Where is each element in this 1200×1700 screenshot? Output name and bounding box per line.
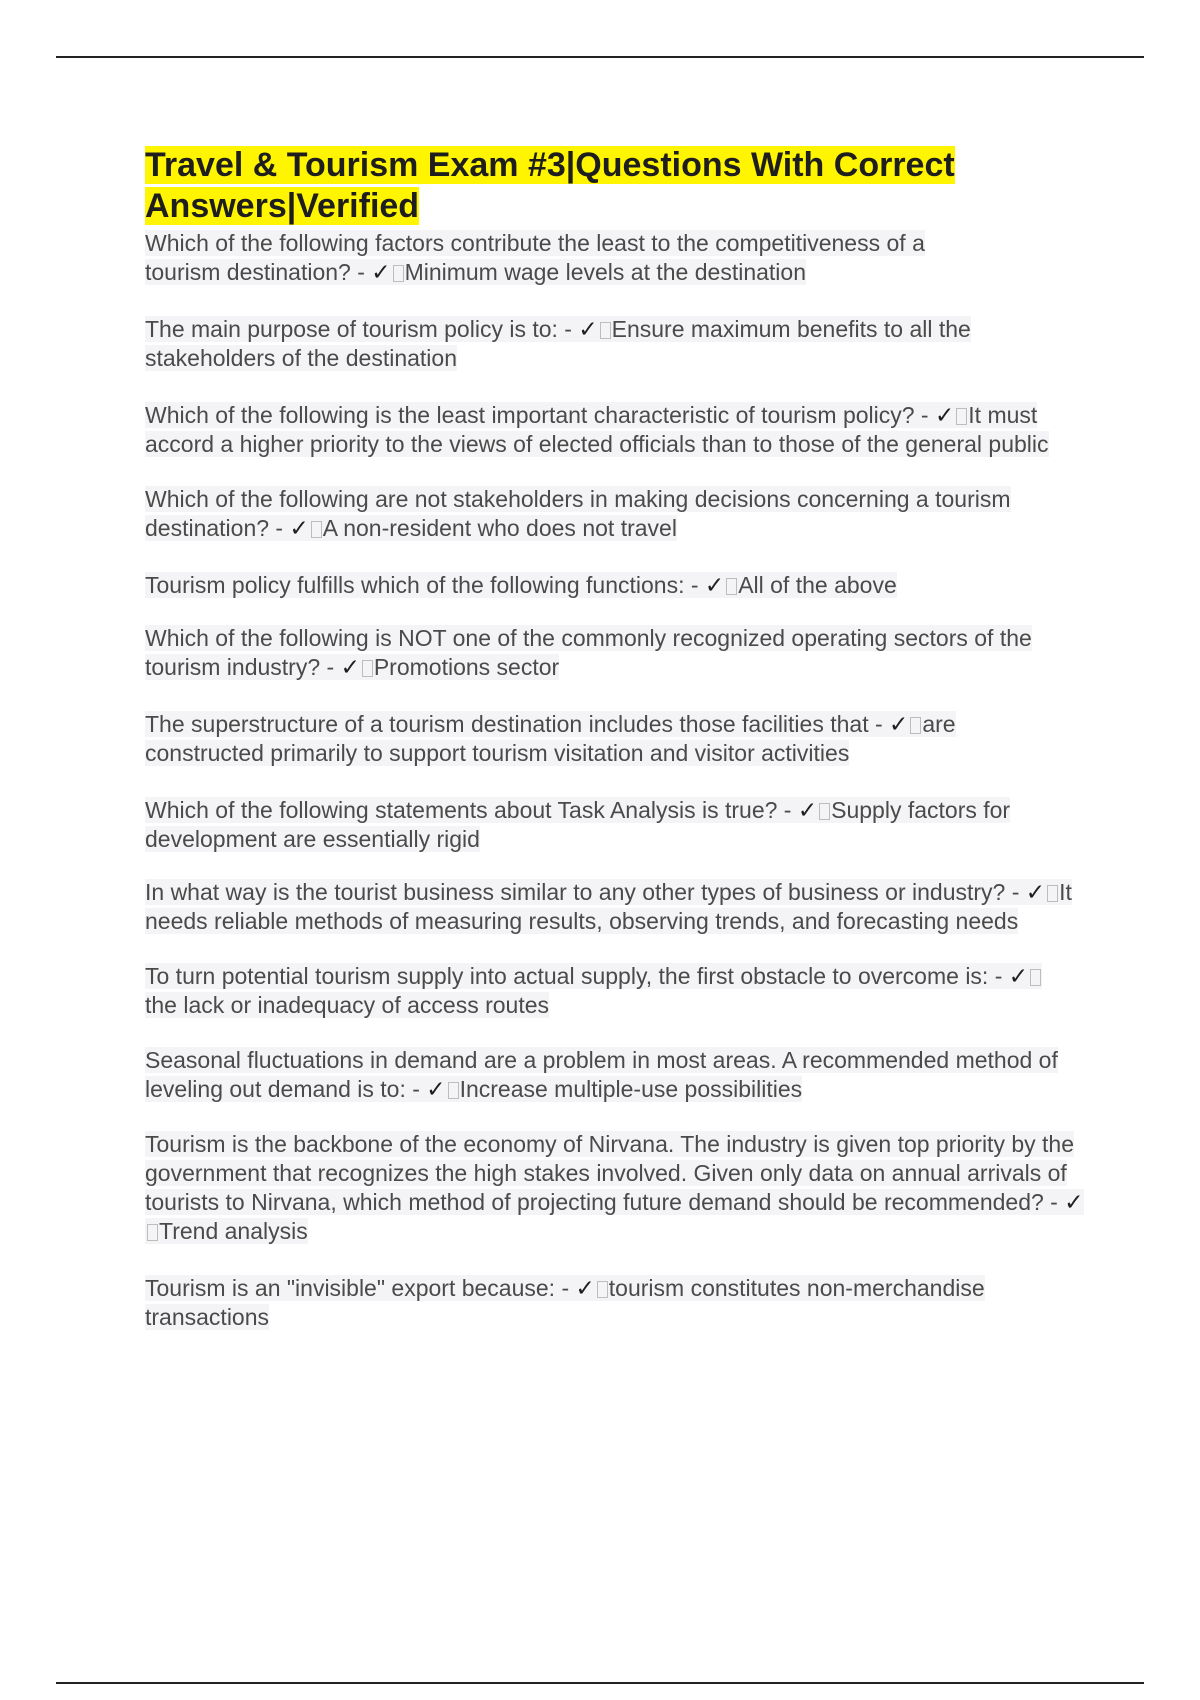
check-icon: ✓ [797, 797, 818, 823]
missing-glyph-icon [147, 1224, 158, 1241]
check-icon: ✓ [575, 1275, 595, 1301]
answer-text: It needs reliable methods of measuring results, observing trends, and forecasting needs [145, 879, 1072, 934]
top-rule [56, 56, 1144, 58]
question-text: Seasonal fluctuations in demand are a problem in most areas. A recommended method of leveling out demand is to: - [145, 1047, 1058, 1102]
question-text: The superstructure of a tourism destination includes those facilities that - [145, 711, 890, 737]
question-text: The main purpose of tourism policy is to: - [145, 316, 579, 342]
title-highlight: Travel & Tourism Exam #3|Questions With Correct Answers|Verified [145, 146, 955, 225]
qa-item [145, 485, 1065, 543]
question-text: In what way is the tourist business similar to any other types of business or industry? - [145, 879, 1026, 905]
check-icon: ✓ [935, 402, 955, 428]
qa-text [145, 486, 1011, 541]
qa-text [145, 797, 1010, 852]
qa-item [145, 878, 1080, 936]
document-body [145, 145, 1095, 1332]
check-icon: ✓ [1064, 1189, 1084, 1215]
qa-item [145, 315, 1005, 373]
qa-item [145, 624, 1085, 682]
qa-item [145, 571, 1095, 600]
qa-text [145, 963, 1042, 1018]
qa-text [145, 316, 971, 371]
qa-text [145, 230, 925, 285]
question-text: Which of the following statements about Task Analysis is true? - [145, 797, 798, 823]
check-icon: ✓ [371, 259, 391, 285]
answer-text: Increase multiple-use possibilities [459, 1076, 803, 1102]
missing-glyph-icon [362, 660, 373, 677]
qa-item [145, 710, 1045, 768]
qa-list [145, 229, 1095, 1332]
answer-text: Trend analysis [159, 1218, 308, 1244]
check-icon: ✓ [889, 711, 909, 737]
question-text: Which of the following factors contribute the least to the competitiveness of a tourism destination? - [145, 230, 925, 285]
missing-glyph-icon [1030, 969, 1041, 986]
answer-text: the lack or inadequacy of access routes [145, 992, 550, 1018]
question-text: To turn potential tourism supply into actual supply, the first obstacle to overcome is: - [145, 963, 1009, 989]
missing-glyph-icon [956, 408, 967, 425]
answer-text: Minimum wage levels at the destination [404, 259, 806, 285]
check-icon: ✓ [578, 316, 598, 342]
qa-text [145, 879, 1072, 934]
qa-item [145, 962, 1065, 1020]
question-text: Tourism is an "invisible" export because: - [145, 1275, 576, 1301]
check-icon: ✓ [289, 515, 309, 541]
missing-glyph-icon [910, 717, 921, 734]
answer-text: tourism constitutes non-merchandise transactions [145, 1275, 985, 1330]
qa-text [145, 625, 1032, 680]
qa-item [145, 1046, 1095, 1104]
question-text: Tourism is the backbone of the economy of Nirvana. The industry is given top priority by the government that recognizes the high stakes involved. Given only data on annual arrivals of tourists to Nirvana, which method of projecting future demand should be recommended? - [145, 1131, 1074, 1215]
document-title [145, 145, 1095, 227]
missing-glyph-icon [1047, 885, 1058, 902]
check-icon: ✓ [340, 654, 360, 680]
qa-text [145, 711, 956, 766]
missing-glyph-icon [600, 322, 611, 339]
qa-item [145, 1130, 1095, 1246]
missing-glyph-icon [448, 1082, 459, 1099]
question-text: Which of the following are not stakeholders in making decisions concerning a tourism destination? - [145, 486, 1011, 541]
qa-item [145, 1274, 1065, 1332]
answer-text: All of the above [738, 572, 897, 598]
question-text: Tourism policy fulfills which of the following functions: - [145, 572, 705, 598]
missing-glyph-icon [726, 578, 737, 595]
answer-text: Ensure maximum benefits to all the stakeholders of the destination [145, 316, 971, 371]
check-icon: ✓ [704, 572, 725, 598]
qa-text [145, 1275, 985, 1330]
question-text: Which of the following is NOT one of the commonly recognized operating sectors of the tourism industry? - [145, 625, 1032, 680]
answer-text: A non-resident who does not travel [322, 515, 677, 541]
answer-text: are constructed primarily to support tourism visitation and visitor activities [145, 711, 956, 766]
missing-glyph-icon [597, 1281, 608, 1298]
missing-glyph-icon [311, 521, 322, 538]
bottom-rule [56, 1682, 1144, 1684]
qa-text [145, 572, 897, 598]
check-icon: ✓ [426, 1076, 446, 1102]
qa-item [145, 401, 1095, 459]
answer-text: Supply factors for development are essentially rigid [145, 797, 1011, 852]
qa-text [145, 1131, 1084, 1244]
qa-text [145, 1047, 1058, 1102]
check-icon: ✓ [1025, 879, 1046, 905]
qa-item [145, 229, 1005, 287]
check-icon: ✓ [1008, 963, 1029, 989]
missing-glyph-icon [819, 803, 830, 820]
question-text: Which of the following is the least important characteristic of tourism policy? - [145, 402, 935, 428]
missing-glyph-icon [393, 265, 404, 282]
qa-text [145, 402, 1049, 457]
qa-item [145, 796, 1095, 854]
answer-text: Promotions sector [373, 654, 560, 680]
answer-text: It must accord a higher priority to the views of elected officials than to those of the general public [145, 402, 1049, 457]
